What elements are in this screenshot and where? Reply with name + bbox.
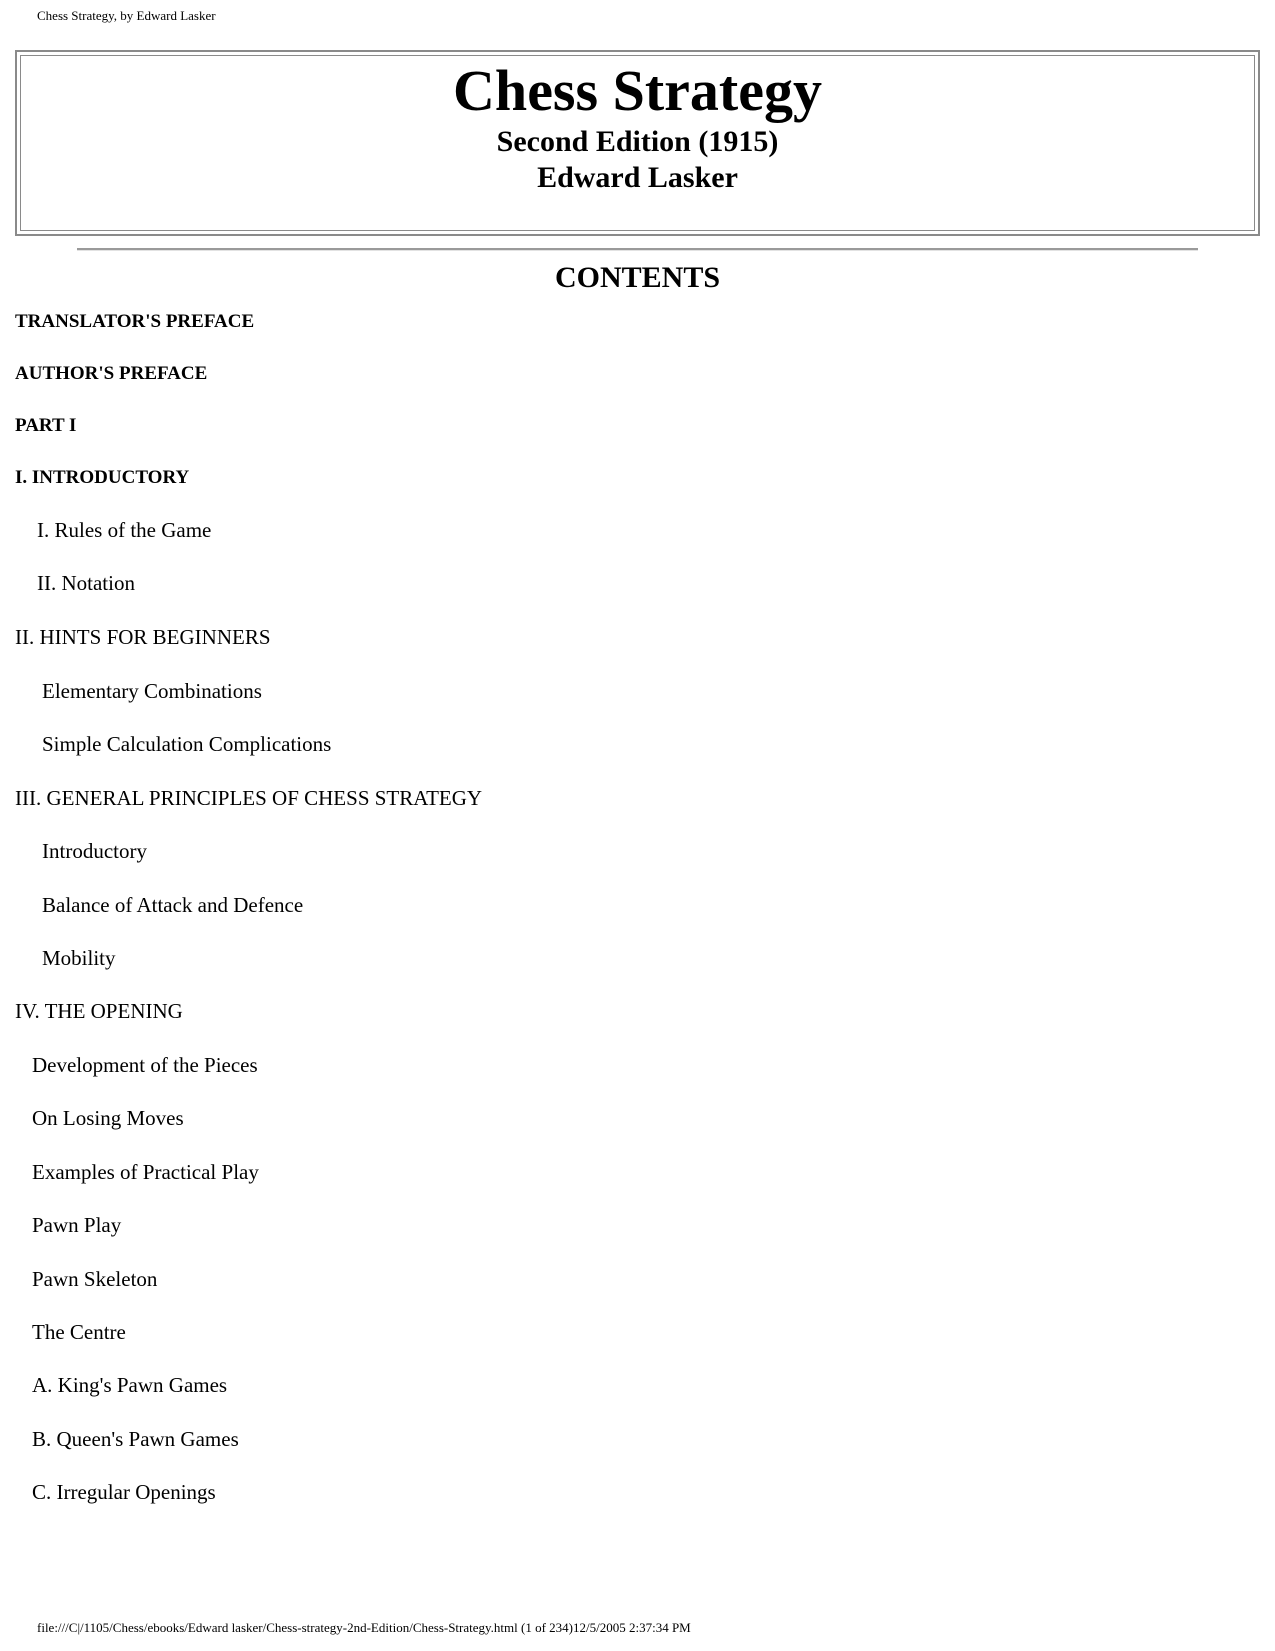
toc-link-balance-of-attack[interactable]: Balance of Attack and Defence xyxy=(42,893,304,917)
contents-heading: CONTENTS xyxy=(554,261,721,294)
toc-link-pawn-skeleton[interactable]: Pawn Skeleton xyxy=(32,1267,158,1291)
toc-link-hints-for-beginners[interactable]: II. HINTS FOR BEGINNERS xyxy=(15,625,271,649)
print-header: Chess Strategy, by Edward Lasker xyxy=(37,8,216,23)
toc-link-mobility[interactable]: Mobility xyxy=(42,946,116,970)
toc-link-rules-of-the-game[interactable]: I. Rules of the Game xyxy=(37,518,212,542)
toc-link-notation[interactable]: II. Notation xyxy=(37,571,135,595)
toc-link-elementary-combinations[interactable]: Elementary Combinations xyxy=(42,679,262,703)
toc-link-pawn-play[interactable]: Pawn Play xyxy=(32,1213,122,1237)
toc-link-general-principles[interactable]: III. GENERAL PRINCIPLES OF CHESS STRATEGY xyxy=(15,786,483,810)
horizontal-rule xyxy=(77,248,1198,251)
toc-link-irregular-openings[interactable]: C. Irregular Openings xyxy=(32,1480,216,1504)
toc-link-kings-pawn-games[interactable]: A. King's Pawn Games xyxy=(32,1373,228,1397)
toc-link-part-i[interactable]: PART I xyxy=(15,415,77,436)
toc-link-authors-preface[interactable]: AUTHOR'S PREFACE xyxy=(15,363,208,384)
toc-link-the-centre[interactable]: The Centre xyxy=(32,1320,126,1344)
toc-link-simple-calculation[interactable]: Simple Calculation Complications xyxy=(42,732,332,756)
toc-link-development-of-pieces[interactable]: Development of the Pieces xyxy=(32,1053,258,1077)
toc-link-on-losing-moves[interactable]: On Losing Moves xyxy=(32,1106,184,1130)
toc-link-introductory[interactable]: Introductory xyxy=(42,839,147,863)
toc-link-introductory-chapter[interactable]: I. INTRODUCTORY xyxy=(15,467,190,488)
title-box-inner xyxy=(20,55,1255,231)
print-footer: file:///C|/1105/Chess/ebooks/Edward lasker/Chess-strategy-2nd-Edition/Chess-Strategy.html (1 of 234)12/5/2005 2:37:34 PM xyxy=(37,1620,691,1635)
book-title: Chess Strategy xyxy=(453,58,822,123)
toc-link-queens-pawn-games[interactable]: B. Queen's Pawn Games xyxy=(32,1427,239,1451)
title-box xyxy=(15,50,1260,236)
toc-link-translators-preface[interactable]: TRANSLATOR'S PREFACE xyxy=(15,311,255,332)
book-edition: Second Edition (1915) xyxy=(496,125,779,158)
toc-link-the-opening[interactable]: IV. THE OPENING xyxy=(15,999,183,1023)
toc-link-examples-of-practical-play[interactable]: Examples of Practical Play xyxy=(32,1160,259,1184)
book-author: Edward Lasker xyxy=(537,161,738,194)
